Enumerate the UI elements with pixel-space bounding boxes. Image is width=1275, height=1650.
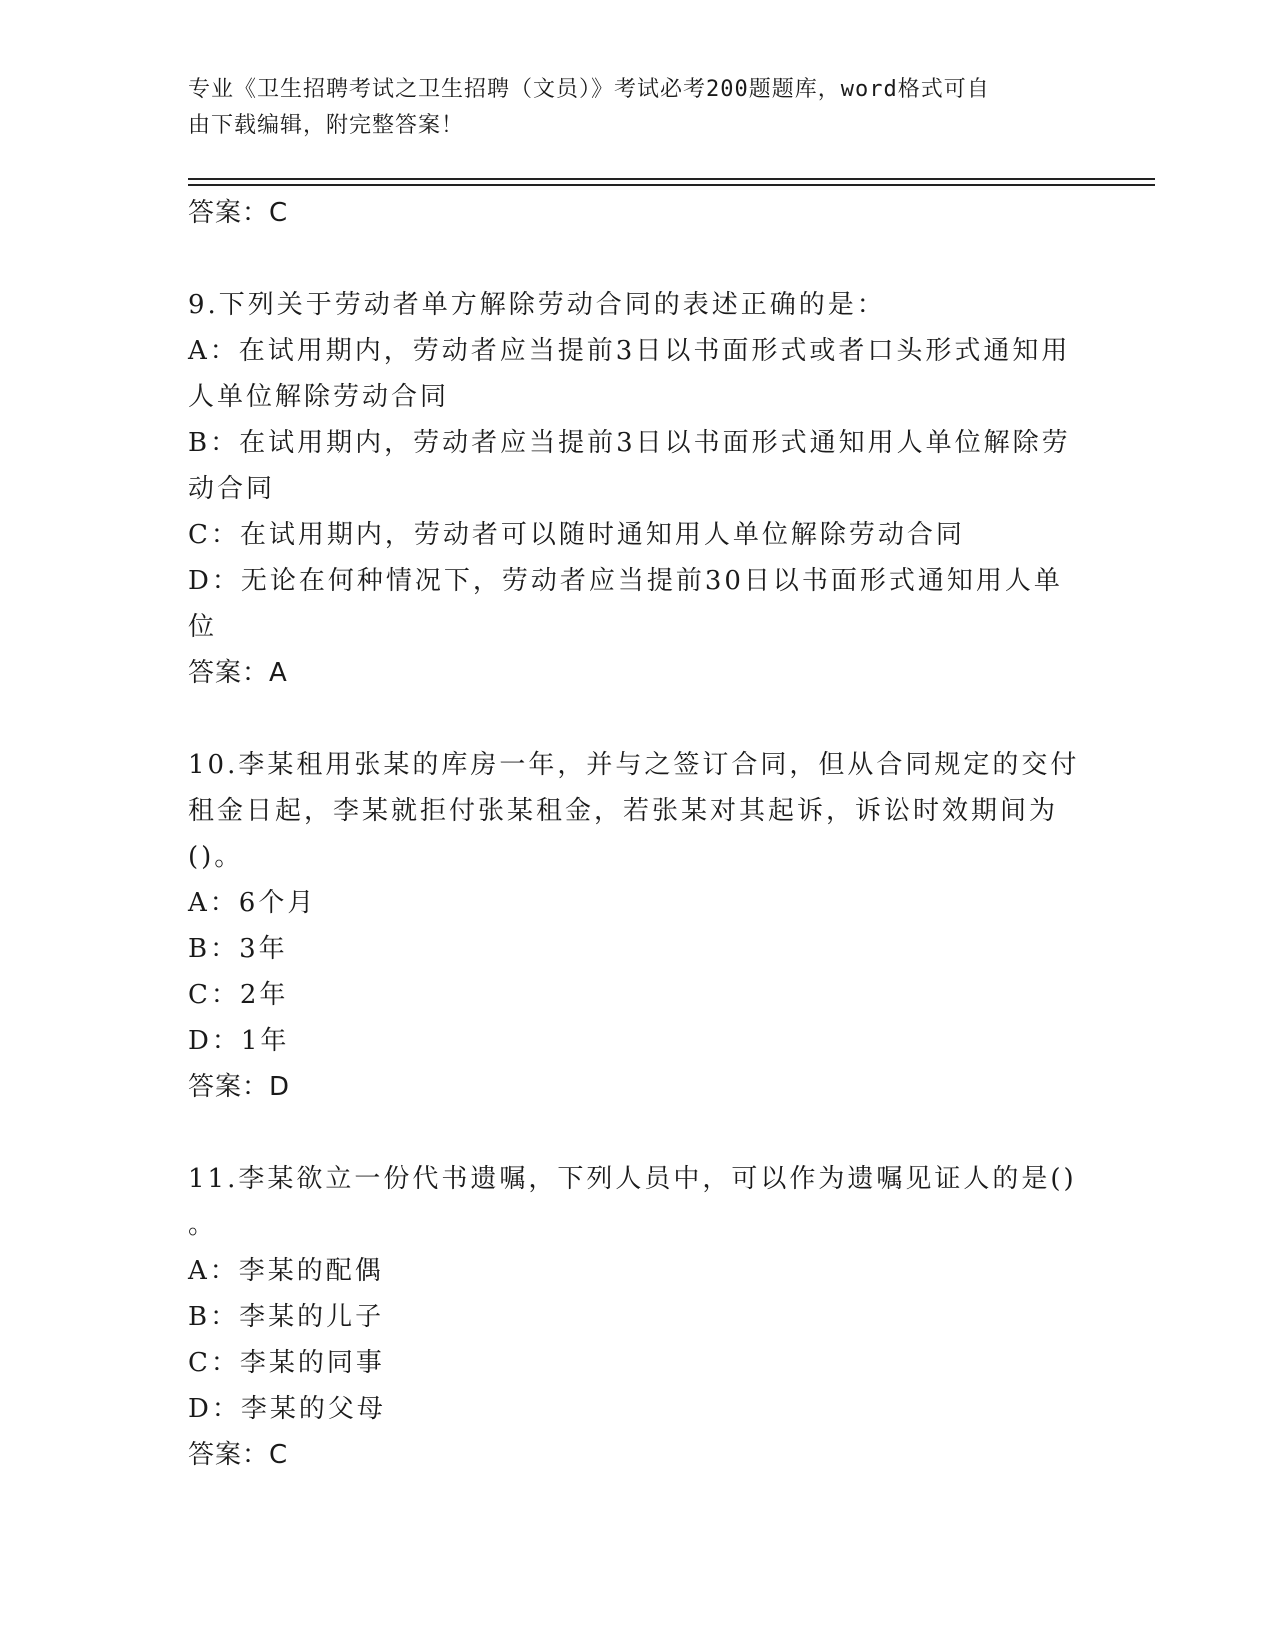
option-a-continued: 人单位解除劳动合同: [188, 382, 450, 412]
option-d: D：1年: [188, 1026, 290, 1056]
spacer: [188, 1110, 1088, 1156]
answer-line: 答案：C: [188, 1440, 289, 1470]
question-block: [188, 282, 1088, 696]
answer-line: 答案：C: [188, 198, 289, 228]
option-b-continued: 动合同: [188, 474, 276, 504]
option-c: C：2年: [188, 980, 289, 1010]
question-stem: 11.李某欲立一份代书遗嘱，下列人员中，可以作为遗嘱见证人的是(): [188, 1164, 1077, 1194]
header-divider-top: [188, 178, 1155, 180]
option-b: B：李某的儿子: [188, 1302, 385, 1332]
spacer: [188, 696, 1088, 742]
question-block: [188, 742, 1088, 1110]
option-d-continued: 位: [188, 612, 218, 642]
question-stem: 10.李某租用张某的库房一年，并与之签订合同，但从合同规定的交付: [188, 750, 1080, 780]
option-d: D：李某的父母: [188, 1394, 386, 1424]
option-a: A：李某的配偶: [188, 1256, 384, 1286]
question-stem: 9.下列关于劳动者单方解除劳动合同的表述正确的是：: [188, 290, 886, 320]
header-line-2: 由下载编辑，附完整答案！: [188, 113, 465, 138]
option-d: D：无论在何种情况下，劳动者应当提前30日以书面形式通知用人单: [188, 566, 1063, 596]
spacer: [188, 236, 1088, 282]
question-stem-continued: 租金日起，李某就拒付张某租金，若张某对其起诉，诉讼时效期间为: [188, 796, 1059, 826]
option-c: C：在试用期内，劳动者可以随时通知用人单位解除劳动合同: [188, 520, 965, 550]
question-stem-continued: ()。: [188, 842, 244, 872]
question-stem-continued: 。: [188, 1210, 218, 1240]
question-block: [188, 1156, 1088, 1478]
header-divider-bottom: [188, 184, 1155, 186]
document-header: [188, 72, 1078, 144]
document-body: [188, 190, 1088, 1478]
option-b: B：在试用期内，劳动者应当提前3日以书面形式通知用人单位解除劳: [188, 428, 1071, 458]
header-line-1: 专业《卫生招聘考试之卫生招聘（文员）》考试必考200题题库，word格式可自: [188, 77, 990, 102]
answer-line: 答案：D: [188, 1072, 291, 1102]
option-c: C：李某的同事: [188, 1348, 385, 1378]
option-a: A：在试用期内，劳动者应当提前3日以书面形式或者口头形式通知用: [188, 336, 1071, 366]
option-b: B：3年: [188, 934, 288, 964]
option-a: A：6个月: [188, 888, 317, 918]
answer-line: 答案：A: [188, 658, 288, 688]
